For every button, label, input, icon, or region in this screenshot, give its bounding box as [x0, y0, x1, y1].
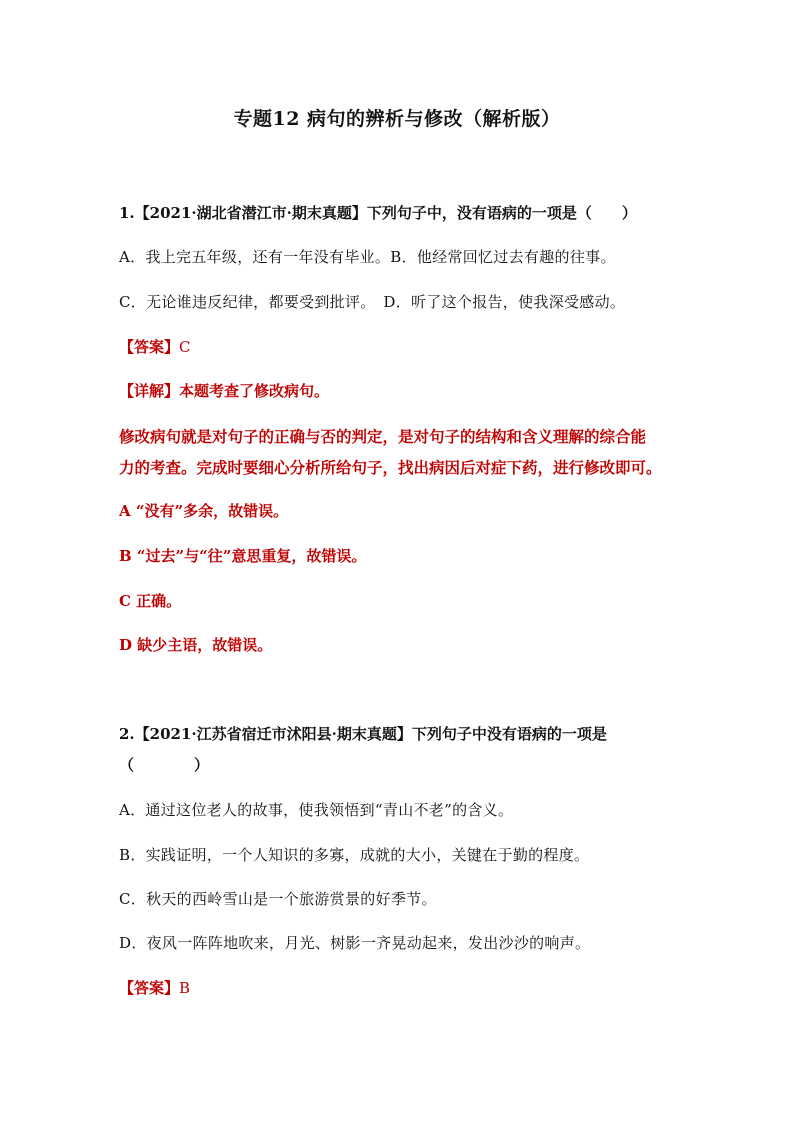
q1-item-a: A “没有”多余，故错误。 [119, 502, 289, 520]
q2-option-a: A．通过这位老人的故事，使我领悟到“青山不老”的含义。 [119, 801, 514, 819]
q1-detail [119, 380, 329, 401]
q1-options-line2: C．无论谁违反纪律，都要受到批评。 D．听了这个报告，使我深受感动。 [119, 293, 626, 311]
q1-detail-text: 本题考查了修改病句。 [179, 382, 330, 400]
page-title: 专题12 病句的辨析与修改（解析版） [233, 108, 561, 130]
q1-item-d: D 缺少主语，故错误。 [119, 636, 273, 654]
q1-answer [119, 336, 191, 357]
q2-answer [119, 977, 190, 998]
q2-answer-value: B [179, 979, 191, 997]
q2-stem-line2: （ ） [119, 756, 210, 774]
q2-stem-line1: 2.【2021·江苏省宿迁市沭阳县·期末真题】下列句子中没有语病的一项是 [119, 725, 607, 743]
q1-explain-line2: 力的考查。完成时要细心分析所给句子，找出病因后对症下药，进行修改即可。 [119, 458, 662, 477]
q1-answer-value: C [179, 338, 191, 356]
q1-item-b: B “过去”与“往”意思重复，故错误。 [119, 547, 367, 565]
q2-option-b: B．实践证明，一个人知识的多寡，成就的大小，关键在于勤的程度。 [119, 846, 590, 864]
q1-options-line1: A．我上完五年级，还有一年没有毕业。B．他经常回忆过去有趣的往事。 [119, 248, 616, 266]
q1-answer-tag: 【答案】 [119, 338, 180, 356]
q1-item-c: C 正确。 [119, 592, 182, 610]
q1-detail-tag: 【详解】 [119, 382, 180, 400]
q1-stem: 1.【2021·湖北省潜江市·期末真题】下列句子中，没有语病的一项是（ ） [119, 204, 637, 222]
q2-answer-tag: 【答案】 [119, 979, 180, 997]
q2-option-d: D．夜风一阵阵地吹来，月光、树影一齐晃动起来，发出沙沙的响声。 [119, 934, 591, 952]
q2-option-c: C．秋天的西岭雪山是一个旅游赏景的好季节。 [119, 890, 437, 908]
q1-explain-line1: 修改病句就是对句子的正确与否的判定，是对句子的结构和含义理解的综合能 [119, 427, 647, 446]
